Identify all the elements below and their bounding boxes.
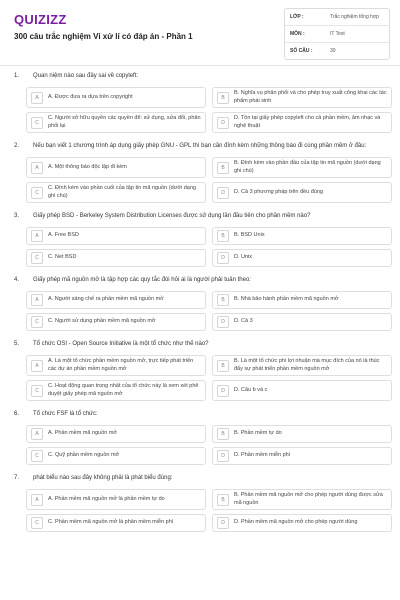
question-6	[0, 410, 400, 465]
option-letter: C	[31, 252, 43, 264]
options-grid	[26, 87, 400, 133]
option-text: B. BSD Unix	[234, 232, 265, 239]
option-b[interactable]	[212, 157, 392, 178]
option-text: C. Người sở hữu quyền các quyền để: sử dụng, sửa đổi, phân phối lại	[48, 115, 201, 129]
option-text: D. Câu b và c	[234, 386, 268, 393]
options-grid	[26, 425, 400, 465]
meta-value: IT Test	[330, 31, 345, 37]
page-title: 300 câu trắc nghiệm Vi xử lí có đáp án - Phần 1	[14, 32, 193, 41]
option-a[interactable]	[26, 489, 206, 510]
options-grid	[26, 227, 400, 267]
option-text: B. Đính kèm vào phần đầu của tập tin mã nguồn (dưới dạng ghi chú)	[234, 160, 381, 174]
option-letter: A	[31, 294, 43, 306]
option-text: A. Người sáng chế ra phần mềm mã nguồn mở	[48, 296, 164, 303]
option-text: D. Unix	[234, 254, 253, 261]
option-text: D. Tồn tại giấy phép copyleft cho cả phần mềm, âm nhạc và nghệ thuật	[234, 115, 381, 129]
option-a[interactable]	[26, 425, 206, 443]
option-letter: D	[217, 450, 229, 462]
option-text: A. Phần mềm mã nguồn mở là phần mềm tự do	[48, 495, 165, 502]
options-grid	[26, 489, 400, 532]
question-2	[0, 142, 400, 203]
option-b[interactable]	[212, 489, 392, 510]
option-text: C. Net BSD	[48, 254, 77, 261]
options-grid	[26, 157, 400, 203]
option-b[interactable]	[212, 425, 392, 443]
option-text: A. Free BSD	[48, 232, 79, 239]
question-number: 3.	[14, 213, 20, 219]
option-text: B. Là một tổ chức phi lợi nhuận mà mục đích của nó là thúc đẩy sự phát triển phần mềm nguồn mở	[234, 358, 380, 372]
page-header	[0, 0, 400, 66]
question-4	[0, 276, 400, 331]
option-letter: B	[217, 92, 229, 104]
option-text: D. Cả 3	[234, 318, 253, 325]
question-text: phát biểu nào sau đây không phải là phát biểu đúng:	[33, 475, 173, 481]
option-c[interactable]	[26, 249, 206, 267]
option-letter: C	[31, 117, 43, 129]
option-letter: D	[217, 252, 229, 264]
option-letter: D	[217, 385, 229, 397]
option-d[interactable]	[212, 447, 392, 465]
option-b[interactable]	[212, 87, 392, 108]
meta-row-subject	[285, 26, 389, 43]
option-text: A. Được đưa ra dựa trên copyright	[48, 93, 133, 100]
option-d[interactable]	[212, 380, 392, 401]
option-b[interactable]	[212, 227, 392, 245]
option-d[interactable]	[212, 249, 392, 267]
option-b[interactable]	[212, 291, 392, 309]
options-grid	[26, 291, 400, 331]
option-a[interactable]	[26, 227, 206, 245]
option-letter: B	[217, 360, 229, 372]
option-a[interactable]	[26, 355, 206, 376]
question-3	[0, 212, 400, 267]
option-letter: D	[217, 117, 229, 129]
quizizz-logo: QUIZIZZ	[14, 12, 67, 27]
option-text: A. Phần mềm mã nguồn mở	[48, 430, 118, 437]
question-number: 4.	[14, 277, 20, 283]
meta-label: SỐ CÂU :	[290, 48, 313, 54]
option-letter: B	[217, 162, 229, 174]
meta-row-count	[285, 43, 389, 59]
option-a[interactable]	[26, 157, 206, 178]
question-number: 5.	[14, 341, 20, 347]
option-letter: A	[31, 428, 43, 440]
option-text: A. Một thông báo độc lập đi kèm	[48, 163, 127, 170]
option-a[interactable]	[26, 291, 206, 309]
question-text: Giấy phép mã nguồn mở là tập hợp các quy tắc đòi hỏi ai là người phải tuân theo:	[33, 277, 251, 283]
option-text: A. Là một tổ chức phần mềm nguồn mở, trực tiếp phát triển các dự án phần mềm nguồn mở	[48, 358, 194, 372]
option-c[interactable]	[26, 313, 206, 331]
option-text: C. Quỹ phần mềm nguồn mở	[48, 452, 120, 459]
option-c[interactable]	[26, 380, 206, 401]
option-text: B. Nhà bảo hành phần mềm mã nguồn mở	[234, 296, 339, 303]
meta-value: Trắc nghiệm tổng hợp	[330, 14, 379, 20]
option-text: C. Người sử dụng phần mềm mã nguồn mở	[48, 318, 156, 325]
question-number: 7.	[14, 475, 20, 481]
meta-label: MÔN :	[290, 31, 305, 37]
option-letter: C	[31, 450, 43, 462]
option-letter: C	[31, 517, 43, 529]
option-c[interactable]	[26, 514, 206, 532]
question-1	[0, 72, 400, 133]
question-number: 2.	[14, 143, 20, 149]
option-text: D. Phần mềm miễn phí	[234, 452, 291, 459]
option-text: D. Phần mềm mã nguồn mở cho phép người dùng	[234, 519, 358, 526]
option-text: C. Hoạt động quan trọng nhất của tổ chức này là xem xét phê duyệt giấy phép mã nguồn mở	[48, 383, 199, 397]
question-text: Quan niệm nào sau đây sai về copyleft:	[33, 73, 139, 79]
question-text: Tổ chức FSF là tổ chức:	[33, 411, 98, 417]
options-grid	[26, 355, 400, 401]
question-text: Giấy phép BSD - Berkeley System Distribution Licenses được sử dụng lần đầu tiên cho phần mềm nào?	[33, 213, 311, 219]
meta-label: LỚP :	[290, 14, 304, 20]
option-d[interactable]	[212, 313, 392, 331]
question-number: 1.	[14, 73, 20, 79]
option-letter: A	[31, 360, 43, 372]
option-b[interactable]	[212, 355, 392, 376]
option-c[interactable]	[26, 447, 206, 465]
question-7	[0, 474, 400, 532]
option-text: B. Nghĩa vụ phân phối và cho phép truy xuất công khai các tác phẩm phái sinh	[234, 90, 387, 104]
option-letter: D	[217, 316, 229, 328]
option-letter: A	[31, 230, 43, 242]
option-text: C. Phần mềm mã nguồn mở là phần mềm miễn phí	[48, 519, 174, 526]
option-text: D. Cả 3 phương pháp trên đều đúng	[234, 188, 323, 195]
option-letter: D	[217, 517, 229, 529]
option-letter: D	[217, 187, 229, 199]
option-d[interactable]	[212, 112, 392, 133]
option-letter: A	[31, 494, 43, 506]
question-5	[0, 340, 400, 401]
option-letter: B	[217, 428, 229, 440]
option-letter: B	[217, 494, 229, 506]
option-letter: A	[31, 162, 43, 174]
meta-row-class	[285, 9, 389, 26]
question-text: Tổ chức OSI - Open Source Initiative là một tổ chức như thế nào?	[33, 341, 209, 347]
option-text: C. Đính kèm vào phần cuối của tập tin mã nguồn (dưới dạng ghi chú)	[48, 185, 196, 199]
option-a[interactable]	[26, 87, 206, 108]
question-list	[0, 72, 400, 541]
question-text: Nếu bạn viết 1 chương trình áp dụng giấy phép GNU - GPL thì bạn cần đính kèm những thông báo đi cùng phần mềm ở đâu:	[33, 143, 367, 149]
meta-value: 30	[330, 48, 336, 54]
question-number: 6.	[14, 411, 20, 417]
option-letter: B	[217, 294, 229, 306]
option-letter: C	[31, 385, 43, 397]
option-d[interactable]	[212, 514, 392, 532]
option-text: B. Phần mềm tự do	[234, 430, 282, 437]
option-text: B. Phần mềm mã nguồn mở cho phép người dùng được sửa mã nguồn	[234, 492, 383, 506]
option-letter: C	[31, 316, 43, 328]
option-c[interactable]	[26, 112, 206, 133]
option-d[interactable]	[212, 182, 392, 203]
option-letter: C	[31, 187, 43, 199]
option-letter: A	[31, 92, 43, 104]
option-letter: B	[217, 230, 229, 242]
option-c[interactable]	[26, 182, 206, 203]
meta-box	[284, 8, 390, 60]
